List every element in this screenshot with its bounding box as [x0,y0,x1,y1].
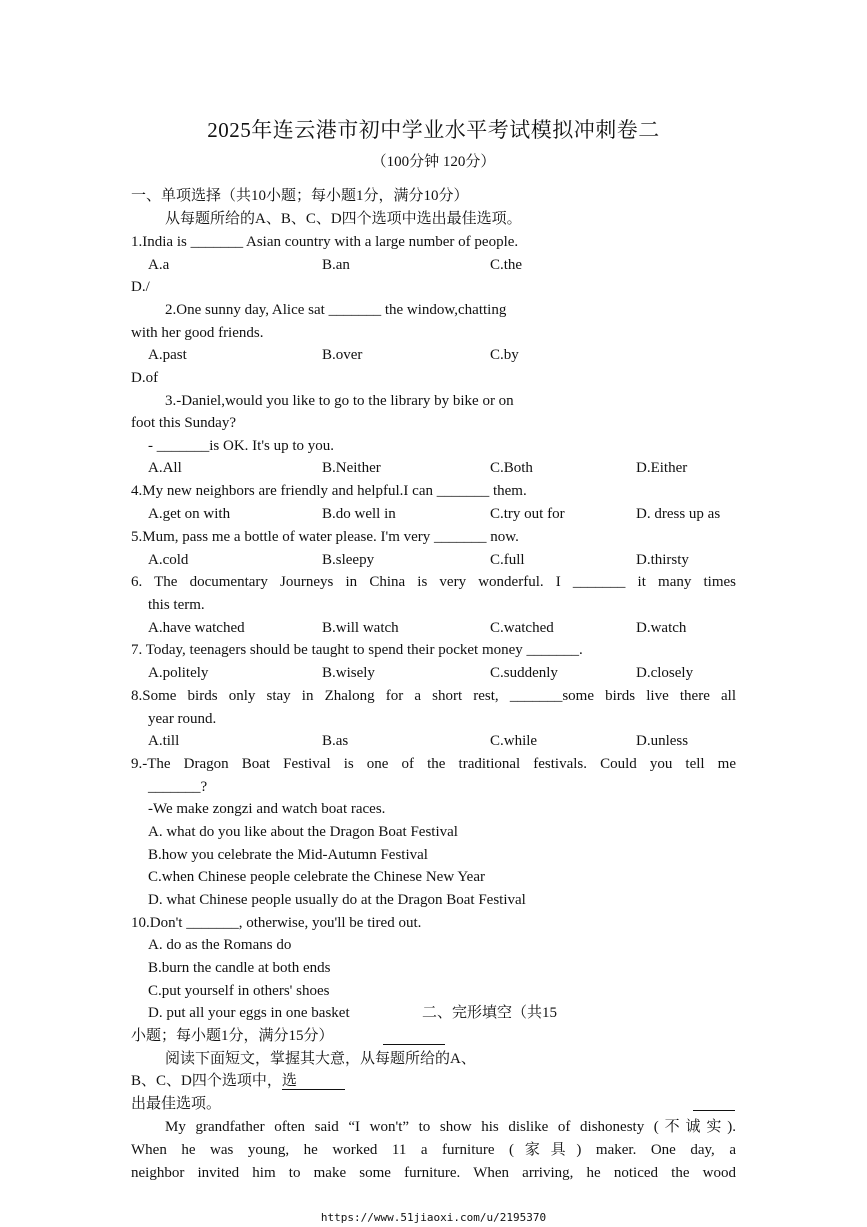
section2-instruction-1: 阅读下面短文，掌握其大意，从每题所给的A、 [165,1051,476,1067]
q6-stem-1: 6. The documentary Journeys in China is very wonderful. I _______ it many times [131,574,736,590]
q2-stem-2: with her good friends. [131,325,264,341]
q5-option-d: D.thirsty [636,552,689,568]
q3-stem-2: foot this Sunday? [131,415,236,431]
q1-option-b: B.an [322,257,350,273]
footer-url: https://www.51jiaoxi.com/u/2195370 [320,1211,547,1224]
blank-underline [383,1044,445,1045]
q6-option-c: C.watched [490,620,554,636]
q5-option-a: A.cold [148,552,189,568]
q9-option-b: B.how you celebrate the Mid-Autumn Festival [148,847,428,863]
q10-option-c: C.put yourself in others' shoes [148,983,330,999]
q8-option-d: D.unless [636,733,689,749]
q8-stem-1: 8.Some birds only stay in Zhalong for a short rest, _______some birds live there all [131,688,736,704]
q6-stem-2: this term. [148,597,205,613]
q10-stem: 10.Don't _______, otherwise, you'll be tired out. [131,915,422,931]
page-subtitle: （100分钟 120分） [371,154,496,170]
q2-stem-1: 2.One sunny day, Alice sat _______ the window,chatting [165,302,507,318]
q7-stem: 7. Today, teenagers should be taught to spend their pocket money _______. [131,642,583,658]
section2-instruction-2: B、C、D四个选项中，选 [131,1073,297,1089]
q7-option-d: D.closely [636,665,694,681]
q9-stem-2: _______? [148,779,208,795]
page-title: 2025年连云港市初中学业水平考试模拟冲刺卷二 [207,118,660,142]
q8-option-a: A.till [148,733,180,749]
q2-option-d: D.of [131,370,159,386]
q7-option-a: A.politely [148,665,209,681]
q10-option-b: B.burn the candle at both ends [148,960,331,976]
q2-option-a: A.past [148,347,187,363]
section1-header: 一、单项选择（共10小题；每小题1分，满分10分） [131,188,469,204]
q6-option-b: B.will watch [322,620,399,636]
q3-option-c: C.Both [490,460,533,476]
q9-option-d: D. what Chinese people usually do at the Dragon Boat Festival [148,892,526,908]
q8-option-c: C.while [490,733,538,749]
section1-instruction: 从每题所给的A、B、C、D四个选项中选出最佳选项。 [165,211,522,227]
section2-header-2: 小题；每小题1分，满分15分） [131,1028,334,1044]
q1-option-c: C.the [490,257,523,273]
q9-option-a: A. what do you like about the Dragon Boat Festival [148,824,458,840]
q3-option-d: D.Either [636,460,688,476]
q9-stem-3: -We make zongzi and watch boat races. [148,801,386,817]
q3-option-a: A.All [148,460,182,476]
q10-option-a: A. do as the Romans do [148,937,292,953]
q10-option-d: D. put all your eggs in one basket [148,1005,350,1021]
passage-line-1: My grandfather often said “I won't” to show his dislike of dishonesty (不诚实). [165,1119,736,1135]
q7-option-c: C.suddenly [490,665,558,681]
q4-option-a: A.get on with [148,506,231,522]
q8-stem-2: year round. [148,711,217,727]
q6-option-d: D.watch [636,620,687,636]
q8-option-b: B.as [322,733,349,749]
q4-stem: 4.My new neighbors are friendly and helpful.I can _______ them. [131,483,527,499]
q2-option-c: C.by [490,347,519,363]
passage-line-3: neighbor invited him to make some furniture. When arriving, he noticed the wood [131,1165,736,1181]
blank-underline [693,1110,735,1111]
q4-option-d: D. dress up as [636,506,721,522]
q1-option-d: D./ [131,279,150,295]
q4-option-c: C.try out for [490,506,565,522]
q3-stem-1: 3.-Daniel,would you like to go to the library by bike or on [165,393,514,409]
q9-option-c: C.when Chinese people celebrate the Chinese New Year [148,869,485,885]
q1-option-a: A.a [148,257,170,273]
q7-option-b: B.wisely [322,665,375,681]
q9-stem-1: 9.-The Dragon Boat Festival is one of the traditional festivals. Could you tell me [131,756,736,772]
q3-stem-3: - _______is OK. It's up to you. [148,438,335,454]
q5-option-b: B.sleepy [322,552,375,568]
section2-header-1: 二、完形填空（共15 [422,1005,558,1021]
passage-line-2: When he was young, he worked 11 a furniture (家具) maker. One day, a [131,1142,736,1158]
q5-option-c: C.full [490,552,525,568]
q5-stem: 5.Mum, pass me a bottle of water please. I'm very _______ now. [131,529,519,545]
blank-underline [282,1089,345,1090]
q1-stem: 1.India is _______ Asian country with a large number of people. [131,234,519,250]
q6-option-a: A.have watched [148,620,245,636]
q2-option-b: B.over [322,347,363,363]
q4-option-b: B.do well in [322,506,396,522]
section2-instruction-3: 出最佳选项。 [131,1096,222,1112]
q3-option-b: B.Neither [322,460,381,476]
